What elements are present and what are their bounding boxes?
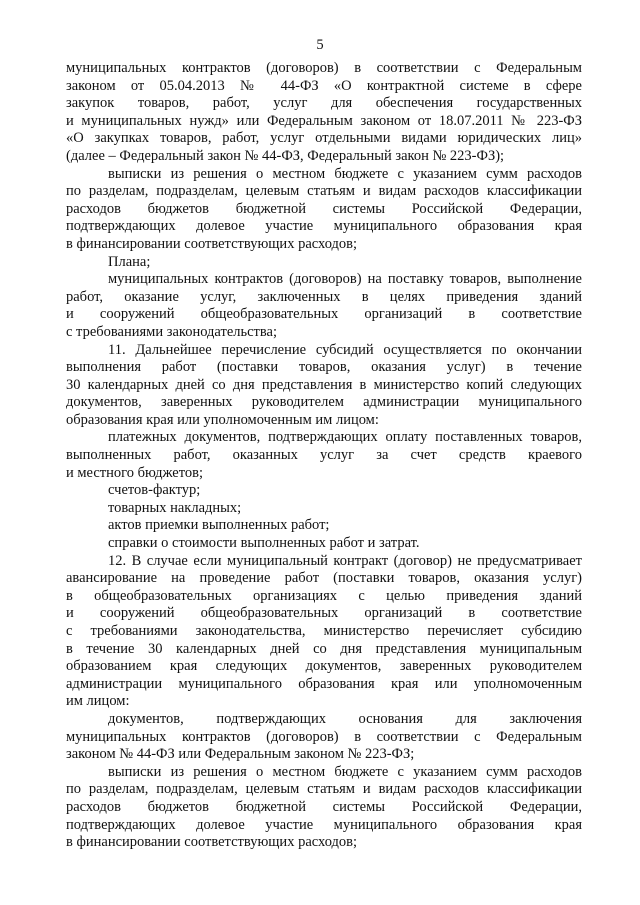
text-line: муниципальных контрактов (договоров) в соответствии с Федеральным [66,60,582,76]
text-line: документов, заверенных руководителем администрации муниципального [66,394,582,411]
paragraph-p2 [66,166,582,254]
paragraph-p7 [66,482,582,500]
text-line: и местного бюджетов; [66,464,203,481]
text-line: подтверждающих долевое участие муниципального образования края [66,218,582,235]
text-line: в течение 30 календарных дней со дня представления муниципальным [66,640,582,657]
text-line: муниципальных контрактов (договоров) в соответствии с Федеральным [66,728,582,745]
text-line: авансирование на проведение работ (поставки товаров, оказания услуг) [66,570,582,587]
paragraph-p5 [66,342,582,430]
text-line: закупок товаров, работ, услуг для обеспечения государственных [66,95,582,112]
text-line: в финансировании соответствующих расходов; [66,834,358,851]
text-line: документов, подтверждающих основания для заключения [108,710,582,727]
paragraph-p4 [66,271,582,341]
text-line: выполнения работ (поставки товаров, оказания услуг) в течение [66,359,582,376]
text-line: «О закупках товаров, работ, услуг отдельными видами юридических лиц» [66,130,582,147]
paragraph-p10 [66,535,582,553]
paragraph-p3 [66,254,582,272]
paragraph-p13 [66,764,582,852]
text-line: им лицом: [66,693,130,710]
paragraph-p6 [66,429,582,482]
text-line: Плана; [108,253,151,270]
text-line: по разделам, подразделам, целевым статьям и видам расходов классификации [66,183,582,200]
text-line: в финансировании соответствующих расходов; [66,235,358,252]
text-line: справки о стоимости выполненных работ и затрат. [108,535,420,552]
paragraph-p1 [66,60,582,166]
paragraph-p9 [66,517,582,535]
text-line: муниципальных контрактов (договоров) на поставку товаров, выполнение [108,271,582,288]
paragraph-p12 [66,711,582,764]
text-line: актов приемки выполненных работ; [108,517,330,534]
text-line: образования края или уполномоченным им лицом: [66,411,379,428]
page-number: 5 [316,37,324,53]
text-line: работ, оказание услуг, заключенных в целях приведения зданий [66,288,582,305]
text-line: и сооружений общеобразовательных организаций в соответствие [66,605,582,622]
text-line: расходов бюджетов бюджетной системы Российской Федерации, [66,798,582,815]
text-line: (далее – Федеральный закон № 44-ФЗ, Федеральный закон № 223-ФЗ); [66,147,505,164]
text-line: 12. В случае если муниципальный контракт (договор) не предусматривает [108,552,582,569]
document-body [66,60,582,852]
text-line: образованием края следующих документов, заверенных руководителем [66,658,582,675]
paragraph-p8 [66,500,582,518]
text-line: выписки из решения о местном бюджете с указанием сумм расходов [108,763,582,780]
paragraph-p11 [66,553,582,711]
text-line: товарных накладных; [108,499,242,516]
text-line: 11. Дальнейшее перечисление субсидий осуществляется по окончании [108,341,582,358]
text-line: счетов-фактур; [108,482,201,499]
text-line: по разделам, подразделам, целевым статьям и видам расходов классификации [66,781,582,798]
text-line: с требованиями законодательства; [66,323,277,340]
text-line: выписки из решения о местном бюджете с указанием сумм расходов [108,165,582,182]
text-line: в общеобразовательных организациях с целью приведения зданий [66,587,582,604]
text-line: выполненных работ, оказанных услуг за счет средств краевого [66,447,582,464]
text-line: и муниципальных нужд» или Федеральным законом от 18.07.2011 № 223-ФЗ [66,112,582,129]
text-line: платежных документов, подтверждающих оплату поставленных товаров, [108,429,582,446]
text-line: законом от 05.04.2013 № 44-ФЗ «О контрактной системе в сфере [66,77,582,94]
text-line: расходов бюджетов бюджетной системы Российской Федерации, [66,200,582,217]
text-line: администрации муниципального образования края или уполномоченным [66,675,582,692]
text-line: подтверждающих долевое участие муниципального образования края [66,816,582,833]
text-line: и сооружений общеобразовательных организаций в соответствие [66,306,582,323]
text-line: законом № 44-ФЗ или Федеральным законом № 223-ФЗ; [66,746,415,763]
text-line: с требованиями законодательства, министерство перечисляет субсидию [66,623,582,639]
text-line: 30 календарных дней со дня представления в министерство копий следующих [66,376,582,393]
